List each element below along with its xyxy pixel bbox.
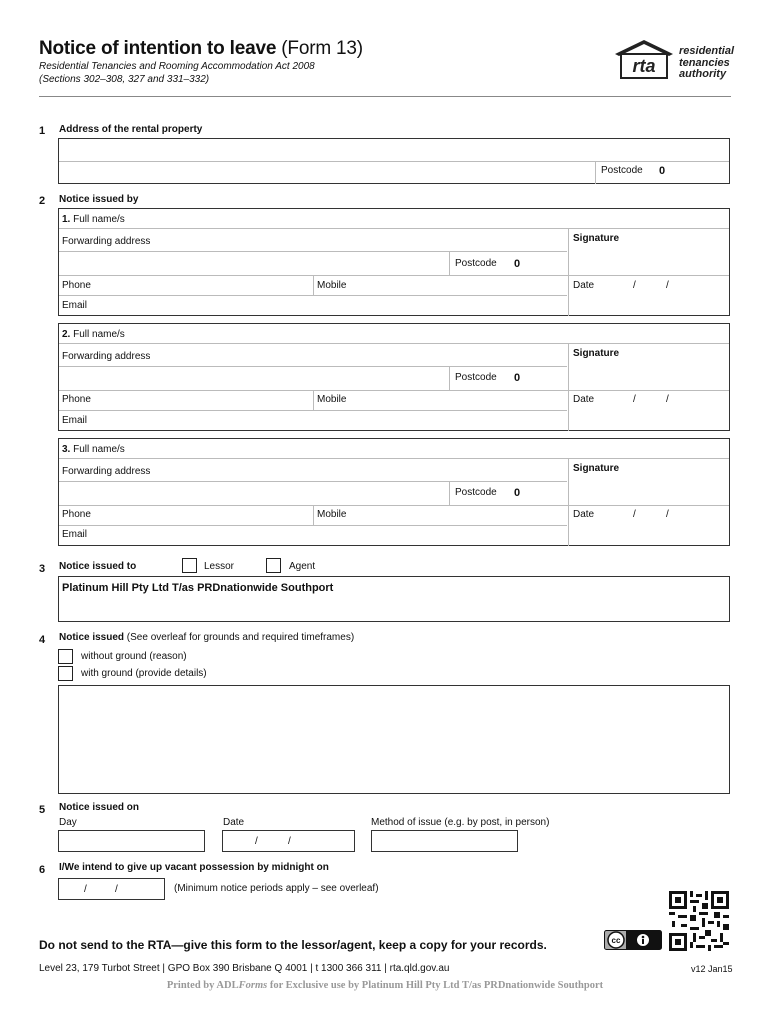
lessor-label: Lessor bbox=[204, 561, 235, 572]
section-title: Address of the rental property bbox=[59, 124, 203, 135]
section-title: Notice issued to bbox=[59, 561, 137, 572]
svg-text:rta: rta bbox=[632, 56, 656, 76]
email-label: Email bbox=[62, 529, 88, 540]
section-number: 6 bbox=[39, 864, 46, 876]
postcode-label: Postcode bbox=[455, 487, 497, 498]
date-label: Date bbox=[573, 509, 595, 520]
full-name-label: 2. Full name/s bbox=[62, 329, 125, 340]
form-version: v12 Jan15 bbox=[691, 964, 733, 974]
vacate-date-field[interactable]: / / bbox=[58, 878, 165, 900]
postcode-label: Postcode bbox=[455, 258, 497, 269]
phone-label: Phone bbox=[62, 509, 91, 520]
section-title: Notice issued by bbox=[59, 194, 139, 205]
full-name-label: 1. Full name/s bbox=[62, 214, 125, 225]
forwarding-address-label: Forwarding address bbox=[62, 236, 151, 247]
header-divider bbox=[39, 96, 731, 97]
phone-label: Phone bbox=[62, 280, 91, 291]
section-number: 1 bbox=[39, 125, 46, 137]
rta-logo-icon bbox=[611, 38, 677, 82]
mobile-label: Mobile bbox=[317, 280, 347, 291]
svg-text:cc: cc bbox=[611, 936, 621, 945]
section-number: 2 bbox=[39, 195, 46, 207]
postcode-value[interactable]: 0 bbox=[514, 487, 521, 499]
rental-address-box[interactable] bbox=[58, 138, 730, 184]
legislation-reference: Residential Tenancies and Rooming Accommodation Act 2008 (Sections 302–308, 327 and 331–332) bbox=[39, 61, 315, 85]
method-field[interactable] bbox=[371, 830, 518, 852]
postcode-label: Postcode bbox=[601, 165, 643, 176]
qr-code-icon[interactable] bbox=[669, 891, 729, 951]
logo-wordmark: residential tenancies authority bbox=[679, 45, 735, 80]
issued-to-field[interactable] bbox=[58, 576, 730, 622]
with-ground-checkbox[interactable] bbox=[58, 666, 73, 681]
tenant-block-3: 3. Full name/s Forwarding address Postcode 0 Signature Phone Mobile Date / / Email bbox=[58, 438, 730, 546]
mobile-label: Mobile bbox=[317, 394, 347, 405]
email-label: Email bbox=[62, 300, 88, 311]
email-label: Email bbox=[62, 415, 88, 426]
section-title: Notice issued (See overleaf for grounds and required timeframes) bbox=[59, 632, 355, 643]
full-name-label: 3. Full name/s bbox=[62, 444, 125, 455]
date-label: Date bbox=[223, 817, 245, 828]
tenant-block-1: 1. Full name/s Forwarding address Postcode 0 Signature Phone Mobile Date / / Email bbox=[58, 208, 730, 316]
grounds-details-field[interactable] bbox=[58, 685, 730, 794]
mobile-label: Mobile bbox=[317, 509, 347, 520]
creative-commons-icon bbox=[604, 930, 662, 950]
section-number: 5 bbox=[39, 804, 46, 816]
issue-date-field[interactable]: / / bbox=[222, 830, 355, 852]
signature-label: Signature bbox=[573, 463, 620, 474]
notice-period-note: (Minimum notice periods apply – see overleaf) bbox=[174, 883, 379, 894]
rta-contact-address: Level 23, 179 Turbot Street | GPO Box 390 Brisbane Q 4001 | t 1300 366 311 | rta.qld.gov.au bbox=[39, 963, 450, 974]
section-title: Notice issued on bbox=[59, 802, 140, 813]
forwarding-address-label: Forwarding address bbox=[62, 351, 151, 362]
issued-to-value[interactable]: Platinum Hill Pty Ltd T/as PRDnationwide Southport bbox=[62, 582, 334, 594]
date-label: Date bbox=[573, 280, 595, 291]
agent-label: Agent bbox=[289, 561, 316, 572]
date-label: Date bbox=[573, 394, 595, 405]
section-number: 4 bbox=[39, 634, 46, 646]
section-title: I/We intend to give up vacant possession by midnight on bbox=[59, 862, 329, 873]
lessor-checkbox[interactable] bbox=[182, 558, 197, 573]
phone-label: Phone bbox=[62, 394, 91, 405]
day-field[interactable] bbox=[58, 830, 205, 852]
postcode-value[interactable]: 0 bbox=[514, 258, 521, 270]
page-title: Notice of intention to leave (Form 13) bbox=[39, 38, 363, 59]
with-ground-label: with ground (provide details) bbox=[81, 668, 207, 679]
agent-checkbox[interactable] bbox=[266, 558, 281, 573]
forwarding-address-label: Forwarding address bbox=[62, 466, 151, 477]
signature-label: Signature bbox=[573, 348, 620, 359]
without-ground-label: without ground (reason) bbox=[81, 651, 187, 662]
printed-by-notice: Printed by ADLForms for Exclusive use by Platinum Hill Pty Ltd T/as PRDnationwide Southport bbox=[166, 980, 604, 991]
tenant-block-2: 2. Full name/s Forwarding address Postcode 0 Signature Phone Mobile Date / / Email bbox=[58, 323, 730, 431]
signature-label: Signature bbox=[573, 233, 620, 244]
without-ground-checkbox[interactable] bbox=[58, 649, 73, 664]
method-label: Method of issue (e.g. by post, in person) bbox=[371, 817, 550, 828]
postcode-value[interactable]: 0 bbox=[514, 372, 521, 384]
section-number: 3 bbox=[39, 563, 46, 575]
day-label: Day bbox=[59, 817, 77, 828]
return-instructions: Do not send to the RTA—give this form to the lessor/agent, keep a copy for your records. bbox=[39, 938, 547, 952]
postcode-label: Postcode bbox=[455, 372, 497, 383]
postcode-value[interactable]: 0 bbox=[659, 165, 666, 177]
